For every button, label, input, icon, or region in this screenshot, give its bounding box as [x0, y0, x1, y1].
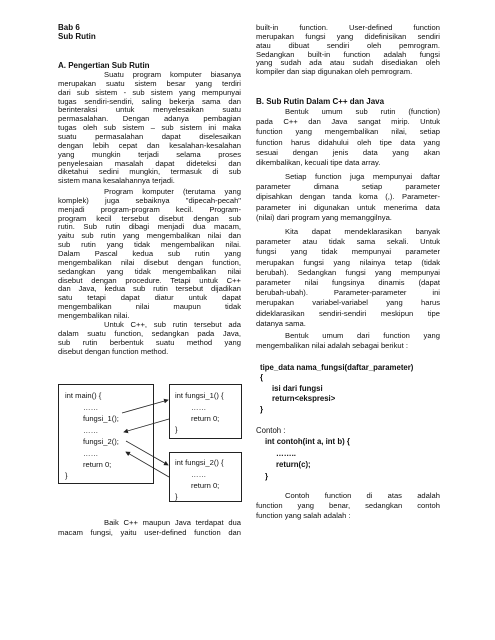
text-line: function harus didahului oleh tipe data yang — [256, 137, 440, 147]
text-line: pada C++ dan Java sangat mirip. Untuk — [256, 117, 440, 127]
text-line: yang mungkin terjadi selama proses — [58, 149, 241, 159]
text-line: berubah). Sedangkan fungsi yang mempunyai — [256, 267, 440, 277]
code-line: return 0; — [191, 481, 220, 490]
code-line: tipe_data nama_fungsi(daftar_parameter) — [260, 363, 414, 372]
code-line: return(c); — [276, 460, 311, 469]
code-line: …… — [83, 403, 99, 412]
text-line: disebut dengan function method. — [58, 346, 169, 356]
text-line: penyelesaian masalah dapat dideteksi dan — [58, 158, 241, 168]
text-line: mengembalikan nilai. — [58, 310, 130, 320]
text-line: rutin. Sub rutin dibagi menjadi dua macam, — [58, 222, 241, 232]
text-line: menjadi program-program kecil. Program- — [58, 204, 241, 214]
text-line: parameter ini digunakan untuk menerima data — [256, 202, 440, 212]
text-line: tugas sendiri-sendiri, saling bekerja sama dan — [58, 96, 241, 106]
code-line: int fungsi_1() { — [175, 391, 224, 400]
code-line: …… — [83, 426, 99, 435]
text-line: fungsi yang tidak mempunyai parameter — [256, 247, 440, 257]
code-line: return 0; — [83, 460, 112, 469]
text-line: Untuk C++, sub rutin tersebut ada — [104, 320, 241, 329]
text-line: Baik C++ maupun Java terdapat dua — [104, 518, 241, 527]
code-line: } — [260, 405, 264, 414]
text-line: parameter nilai fungsinya dinamis (dapat — [256, 278, 440, 287]
text-line: Kita dapat mendeklarasikan banyak — [285, 227, 440, 236]
text-line: merupakan suatu sistem besar yang terdiri — [58, 78, 241, 88]
code-line: int fungsi_2() { — [175, 458, 224, 467]
call-arrow-2 — [126, 441, 168, 465]
text-line: sesuai dengan jenis data yang akan — [256, 147, 440, 157]
code-line: return<ekspresi> — [272, 394, 336, 403]
text-line: tugas oleh sub sistem – sub sistem ini maka — [58, 123, 241, 133]
text-line: datanya sama. — [256, 318, 306, 328]
text-line: berinteraksi untuk menyelesaikan suatu — [58, 105, 241, 115]
text-line: kompiler dan siap digunakan oleh pemrogram. — [256, 67, 413, 77]
text-line: dengan lebih cepat dan kesalahan-kesalahan — [58, 140, 241, 150]
text-line: merupakan fungsi yang nilainya tetap (tidak — [256, 257, 440, 267]
text-line: program kecil tersebut disebut dengan sub — [58, 213, 241, 223]
text-line: diketahui sedini mungkin, termasuk di sub — [58, 167, 241, 177]
text-line: sub rutin yang tidak mengembalikan nilai. — [58, 240, 241, 250]
text-line: Suatu program komputer biasanya — [104, 70, 241, 79]
text-line: parameter dimana setiap parameter — [256, 182, 440, 192]
text-line: Setiap function juga mempunyai daftar — [285, 172, 440, 181]
text-line: yaitu sub rutin yang mengembalikan nilai dan — [58, 231, 241, 241]
text-line: atau dibuat sendiri oleh pemrogram. — [256, 40, 440, 50]
text-line: mengembalikan nilai disebut dengan function, — [58, 257, 241, 267]
code-line: …… — [83, 449, 99, 458]
text-line: sub rutin berbentuk suatu method yang — [58, 337, 241, 347]
text-line: Bentuk umum sub rutin (function) — [285, 107, 440, 116]
text-line: disebut dengan procedure. Tetapi untuk C++ — [58, 275, 241, 285]
section-b-heading: B. Sub Rutin Dalam C++ dan Java — [256, 97, 385, 106]
text-line: dikembalikan, kecuali tipe data array. — [256, 158, 381, 167]
code-line: …….. — [276, 449, 296, 458]
text-line: sedangkan yang tidak mengembalikan nilai — [58, 266, 241, 276]
code-line: int contoh(int a, int b) { — [265, 437, 350, 446]
return-arrow-1 — [124, 419, 169, 432]
call-arrow-1 — [122, 400, 168, 413]
text-line: berubah-ubah). Parameter-parameter ini — [256, 288, 440, 298]
section-a-heading: A. Pengertian Sub Rutin — [58, 61, 150, 70]
code-line: …… — [191, 470, 207, 479]
text-line: function yang benar, sedangkan contoh — [256, 501, 440, 511]
text-line: sistem mana kesalahannya terjadi. — [58, 176, 175, 186]
text-line: function yang salah adalah : — [256, 511, 351, 521]
text-line: built-in function. User-defined function — [256, 23, 440, 32]
text-line: dan Java, kedua sub rutin tersebut dijadikan — [58, 284, 241, 294]
code-line: fungsi_1(); — [83, 414, 119, 423]
code-line: …… — [191, 403, 207, 412]
text-line: parameter atau tidak sama sekali. Untuk — [256, 237, 440, 247]
code-line: return 0; — [191, 414, 220, 423]
code-line: } — [65, 471, 68, 480]
chapter-number: Bab 6 — [58, 23, 80, 32]
text-line: Bentuk umum dari function yang — [285, 331, 440, 340]
text-line: mengembalikan nilai adalah sebagai berikut : — [256, 341, 408, 351]
text-line: permasalahan. Dengan adanya pembagian — [58, 114, 241, 124]
text-line: (nilai) dari program yang memanggilnya. — [256, 212, 392, 222]
code-line: int main() { — [65, 391, 102, 400]
text-line: dipisahkan dengan tanda koma (,). Parameter- — [256, 192, 440, 202]
code-line: { — [260, 373, 264, 382]
text-line: dari sub sistem - sub sistem yang mempunyai — [58, 87, 241, 97]
text-line: yang sudah ada atau sudah disediakan oleh — [256, 58, 440, 68]
text-line: Program komputer (terutama yang — [104, 187, 241, 196]
code-line: } — [265, 472, 269, 481]
text-line: komplek) juga sebaiknya "dipecah-pecah" — [58, 195, 241, 205]
text-line: mengembalikan nilai maupun tidak — [58, 302, 241, 312]
text-line: dalam suatu function, sedangkan pada Java, — [58, 328, 241, 338]
code-line: } — [175, 492, 178, 501]
text-line: satu tetapi dapat diatur untuk dapat — [58, 293, 241, 303]
text-line: Sedangkan built-in function adalah fungsi — [256, 49, 440, 59]
code-line: fungsi_2(); — [83, 437, 119, 446]
text-line: merupakan variabel-variabel yang harus — [256, 298, 440, 308]
chapter-title: Sub Rutin — [58, 32, 96, 41]
code-line: } — [175, 425, 178, 434]
contoh-label: Contoh : — [256, 426, 286, 435]
text-line: function yang mengembalikan nilai, setiap — [256, 127, 440, 137]
text-line: dideklarasikan sendiri-sendiri meskipun tipe — [256, 308, 440, 318]
text-line: Contoh function di atas adalah — [285, 491, 440, 500]
return-arrow-2 — [126, 452, 169, 477]
text-line: Dalam Pascal kedua sub rutin yang — [58, 248, 241, 258]
text-line: macam fungsi, yaitu user-defined function dan — [58, 527, 241, 537]
text-line: merupakan fungsi yang didefinisikan sendiri — [256, 31, 440, 41]
text-line: suatu permasalahan dapat diselesaikan — [58, 131, 241, 141]
code-line: isi dari fungsi — [272, 384, 323, 393]
